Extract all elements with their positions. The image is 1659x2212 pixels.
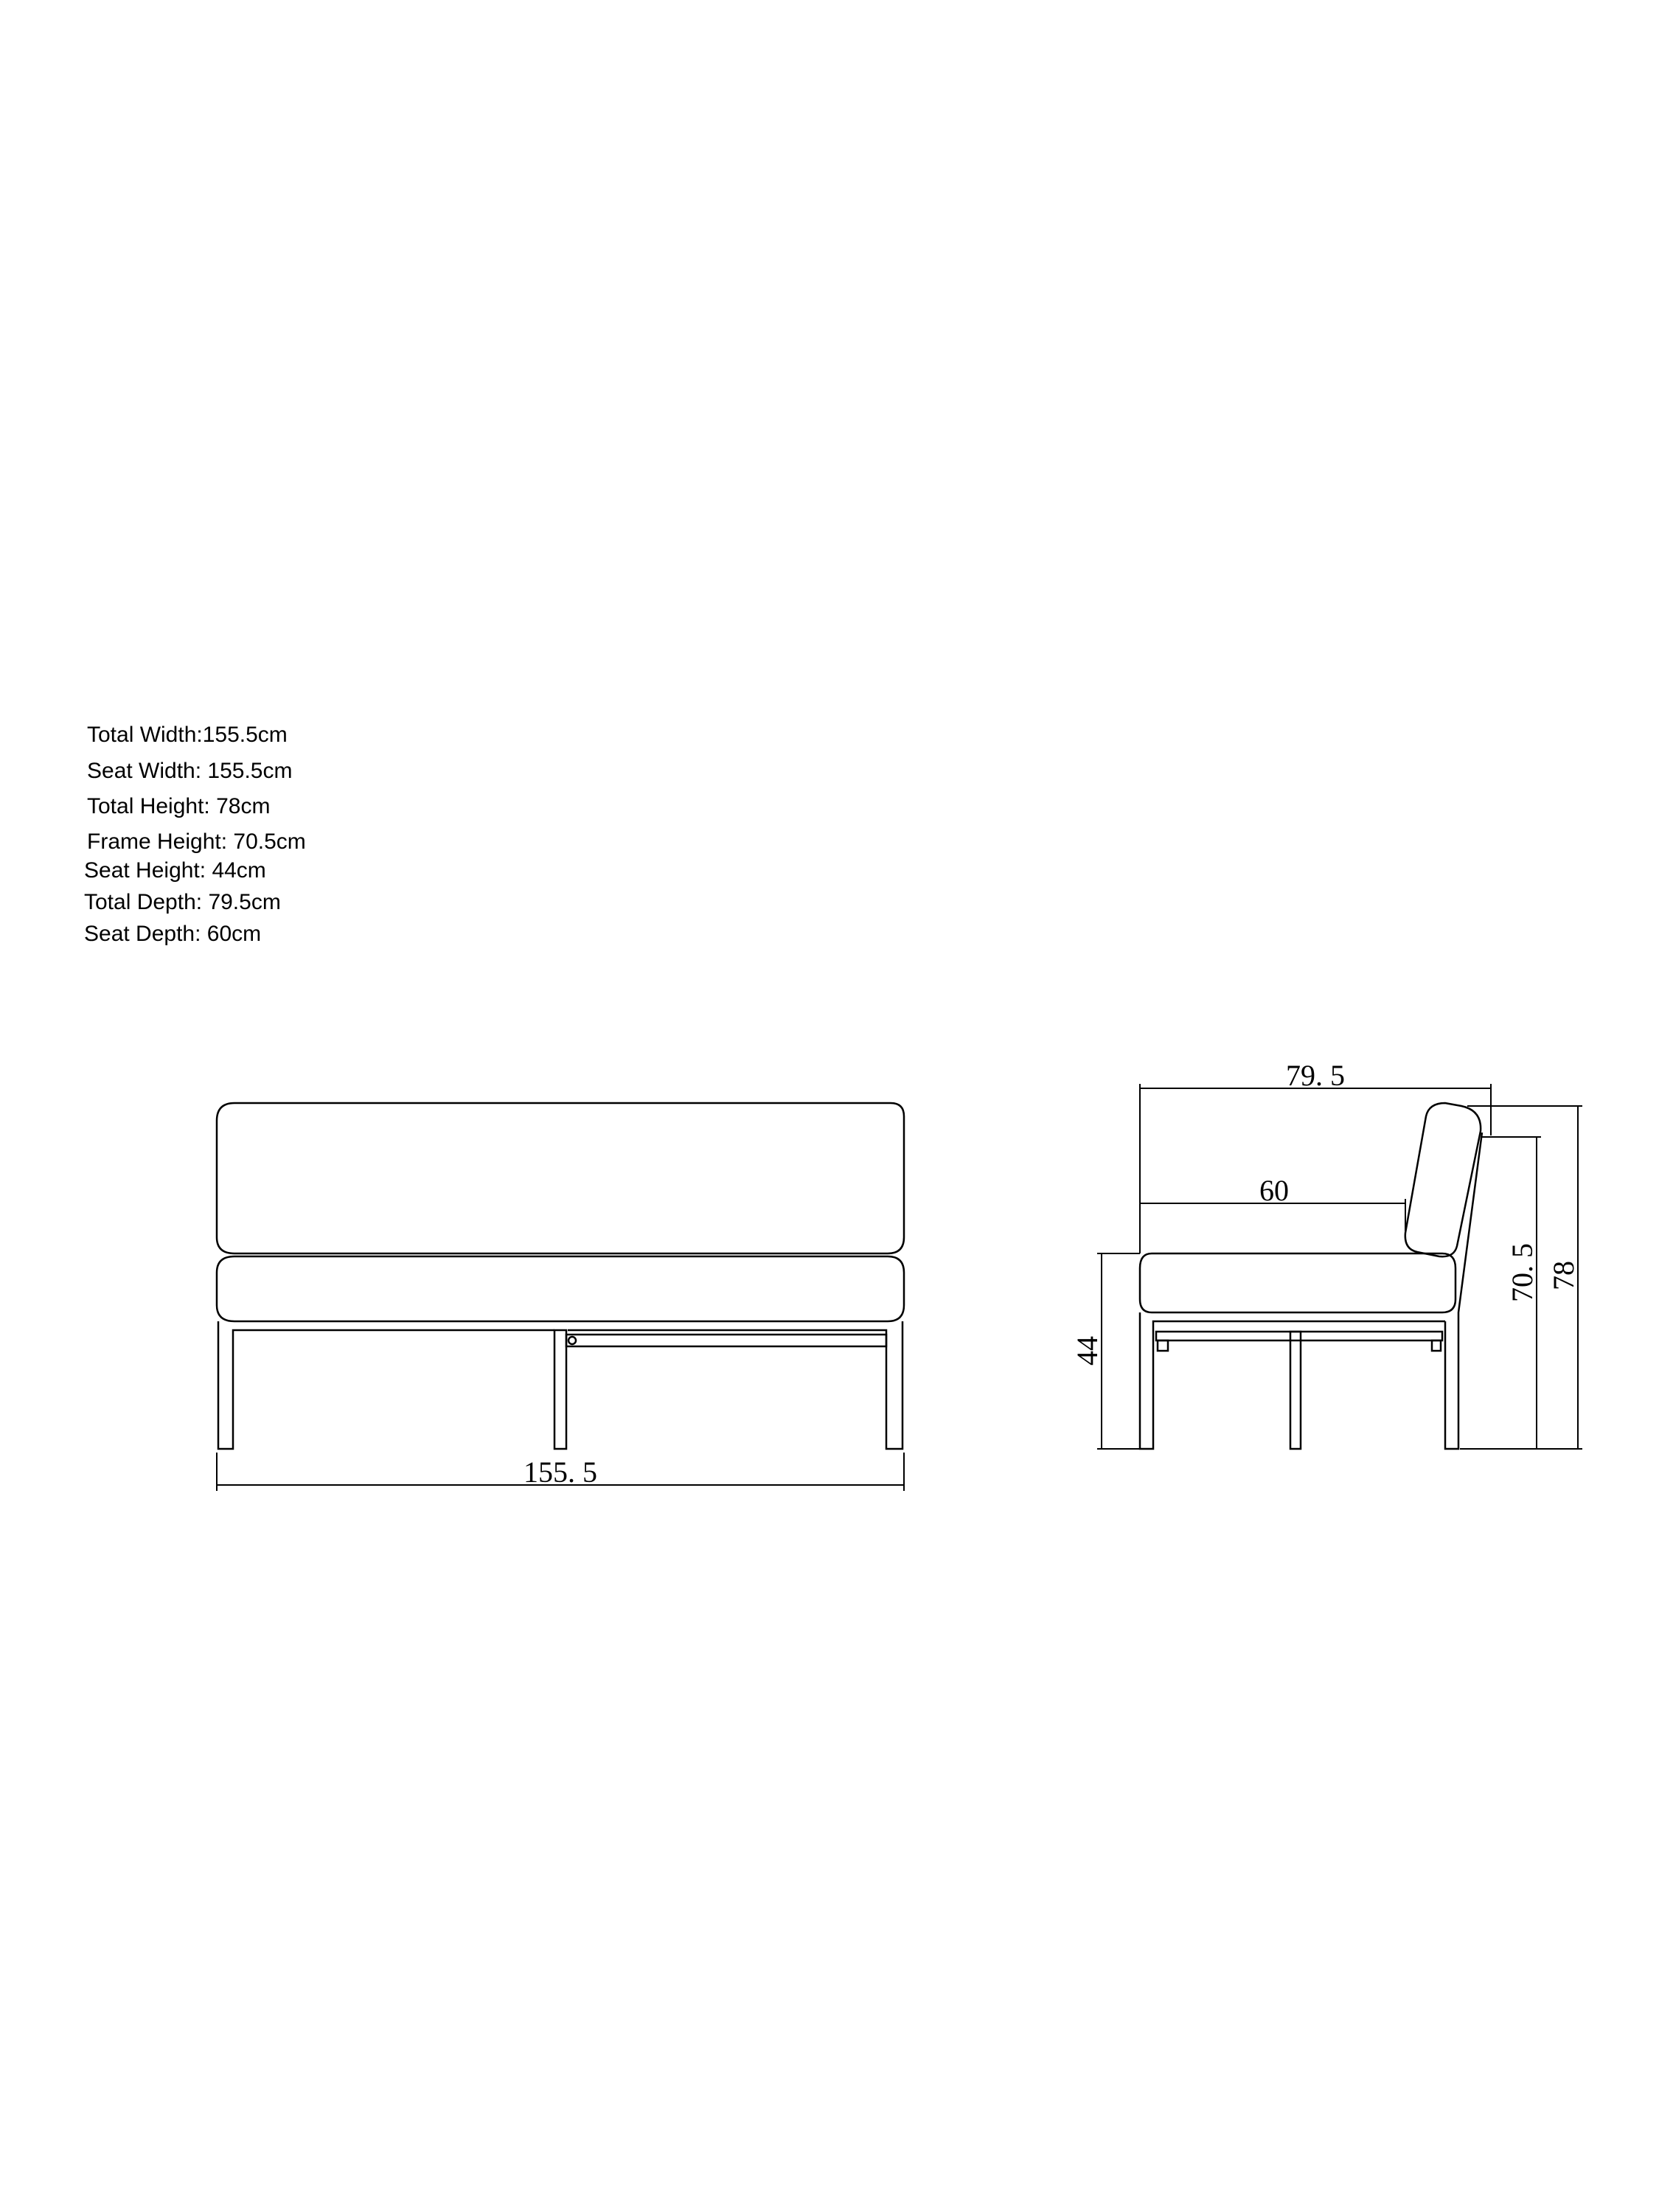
- spec-value: 155.5cm: [202, 723, 288, 747]
- spec-label: Total Width:: [87, 723, 203, 747]
- side-seat-height-dimension: 44: [1071, 1336, 1104, 1366]
- spec-value: 60cm: [206, 922, 262, 946]
- side-rail-bracket-left: [1158, 1340, 1168, 1351]
- spec-value: 78cm: [216, 794, 271, 818]
- front-center-leg: [554, 1330, 566, 1449]
- front-view: [217, 1103, 904, 1491]
- spec-label: Total Depth:: [84, 890, 209, 914]
- side-frame-front: [1140, 1312, 1445, 1449]
- side-center-leg: [1290, 1332, 1301, 1449]
- side-rail-bracket-right: [1432, 1340, 1441, 1351]
- front-rail-bolt: [568, 1337, 576, 1344]
- side-total-height-dimension: 78: [1547, 1261, 1580, 1290]
- side-seat-depth-dimension: 60: [1259, 1174, 1289, 1207]
- front-backrest-cushion: [217, 1103, 904, 1253]
- front-support-rail: [566, 1335, 886, 1346]
- side-frame-height-dimension: 70. 5: [1506, 1243, 1539, 1302]
- front-frame-right: [568, 1321, 902, 1449]
- side-seat-cushion: [1140, 1253, 1455, 1312]
- front-width-dimension: 155. 5: [524, 1455, 597, 1489]
- front-frame-left: [218, 1321, 554, 1449]
- spec-label: Seat Depth:: [84, 922, 207, 946]
- side-support-rail: [1156, 1332, 1442, 1340]
- spec-label: Seat Height:: [84, 858, 212, 883]
- spec-value: 70.5cm: [233, 830, 306, 854]
- front-seat-cushion: [217, 1256, 904, 1321]
- spec-value: 155.5cm: [207, 759, 293, 783]
- side-total-depth-dimension: 79. 5: [1286, 1059, 1345, 1092]
- side-frame-rear: [1445, 1133, 1482, 1449]
- spec-value: 79.5cm: [208, 890, 281, 914]
- spec-value: 44cm: [212, 858, 266, 883]
- spec-label: Seat Width:: [87, 759, 208, 783]
- spec-label: Frame Height:: [87, 830, 234, 854]
- spec-label: Total Height:: [87, 794, 217, 818]
